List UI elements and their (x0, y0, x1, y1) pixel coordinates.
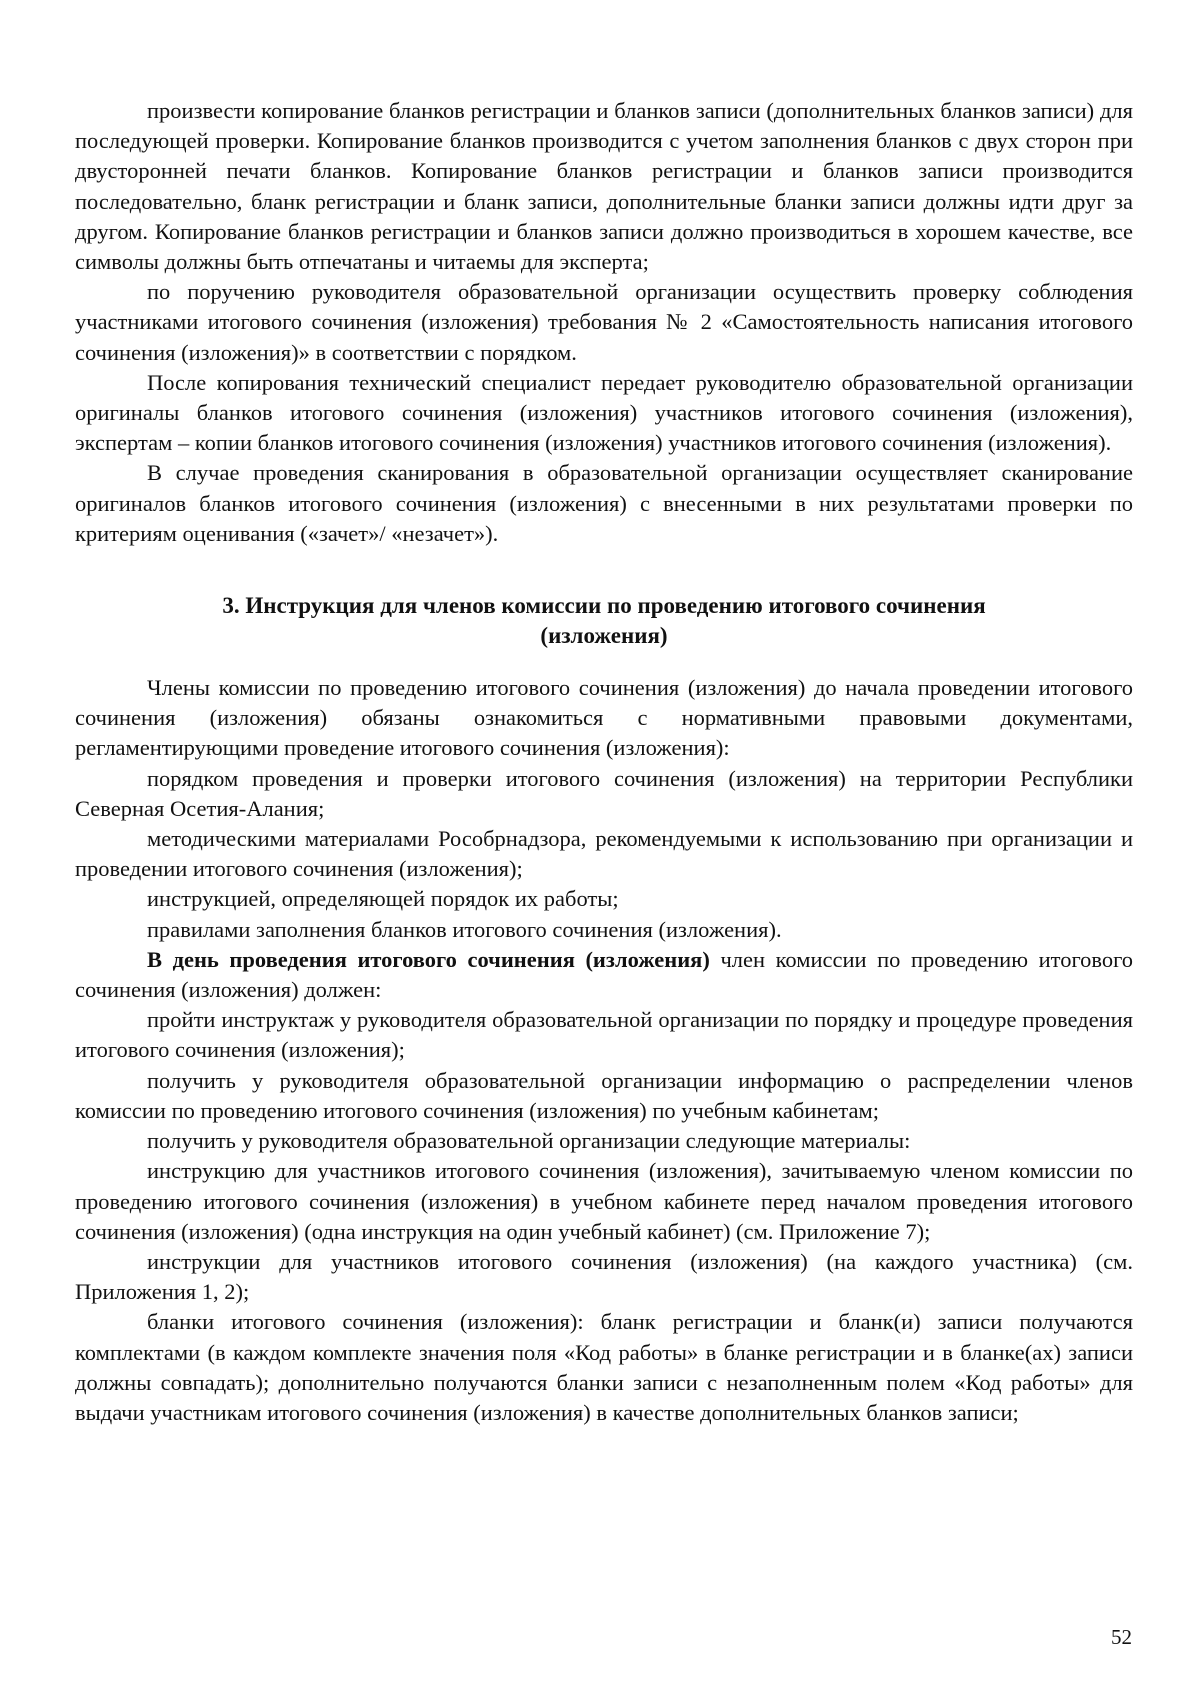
section-heading-line: 3. Инструкция для членов комиссии по проведению итогового сочинения (222, 593, 986, 619)
paragraph: получить у руководителя образовательной организации следующие материалы: (147, 1128, 911, 1154)
paragraph: правилами заполнения бланков итогового сочинения (изложения). (147, 916, 782, 942)
paragraph: порядком проведения и проверки итогового сочинения (изложения) на территории Республики Северная Осетия-Алания; (75, 765, 1133, 821)
paragraph: Члены комиссии по проведению итогового сочинения (изложения) до начала проведении итогового сочинения (изложения) обязаны ознакомиться с нормативными правовыми документами, регламентирующими проведение итогового сочинения (изложения): (75, 675, 1133, 761)
paragraph: получить у руководителя образовательной организации информацию о распределении членов комиссии по проведению итогового сочинения (изложения) по учебным кабинетам; (75, 1067, 1133, 1123)
document-page (75, 96, 1133, 1428)
paragraph: инструкцию для участников итогового сочинения (изложения), зачитываемую членом комиссии по проведению итогового сочинения (изложения) в учебном кабинете перед началом проведения итогового сочинения (изложения) (одна инструкция на один учебный кабинет) (см. Приложение 7); (75, 1158, 1133, 1244)
day-paragraph (75, 945, 1133, 1005)
paragraph: инструкции для участников итогового сочинения (изложения) (на каждого участника) (см. Приложения 1, 2); (75, 1248, 1133, 1305)
paragraph: методическими материалами Рособрнадзора, рекомендуемыми к использованию при организации и проведении итогового сочинения (изложения); (75, 826, 1133, 882)
section-heading (75, 591, 1133, 651)
paragraph: В случае проведения сканирования в образовательной организации осуществляет сканирование оригиналов бланков итогового сочинения (изложения) с внесенными в них результатами проверки по критериям оценивания («зачет»/ «незачет»). (75, 460, 1133, 546)
day-paragraph-bold: В день проведения итогового сочинения (изложения) (147, 946, 710, 972)
page-number: 52 (1111, 1625, 1132, 1649)
paragraph: инструкцией, определяющей порядок их работы; (147, 886, 619, 912)
paragraph: по поручению руководителя образовательной организации осуществить проверку соблюдения участниками итогового сочинения (изложения) требования № 2 «Самостоятельность написания итогового сочинения (изложения)» в соответствии с порядком. (75, 279, 1133, 365)
paragraph: После копирования технический специалист передает руководителю образовательной организации оригиналы бланков итогового сочинения (изложения) участников итогового сочинения (изложения), экспертам – копии бланков итогового сочинения (изложения) участников итогового сочинения (изложения). (75, 369, 1133, 456)
paragraph: пройти инструктаж у руководителя образовательной организации по порядку и процедуре проведения итогового сочинения (изложения); (75, 1007, 1133, 1063)
paragraph: бланки итогового сочинения (изложения): бланк регистрации и бланк(и) записи получаются комплектами (в каждом комплекте значения поля «Код работы» в бланке регистрации и в бланке(ах) записи должны совпадать); дополнительно получаются бланки записи с незаполненным полем «Код работы» для выдачи участникам итогового сочинения (изложения) в качестве дополнительных бланков записи; (75, 1309, 1133, 1425)
section-heading-line: (изложения) (540, 623, 668, 649)
paragraph: произвести копирование бланков регистрации и бланков записи (дополнительных бланков записи) для последующей проверки. Копирование бланков производится с учетом заполнения бланков с двух сторон при двусторонней печати бланков. Копирование бланков регистрации и бланков записи производится последовательно, бланк регистрации и бланк записи, дополнительные бланки записи должны идти друг за другом. Копирование бланков регистрации и бланков записи должно производиться в хорошем качестве, все символы должны быть отпечатаны и читаемы для эксперта; (75, 98, 1133, 275)
day-paragraph-rest: член комиссии по проведению итогового сочинения (изложения) должен: (75, 946, 1133, 1003)
